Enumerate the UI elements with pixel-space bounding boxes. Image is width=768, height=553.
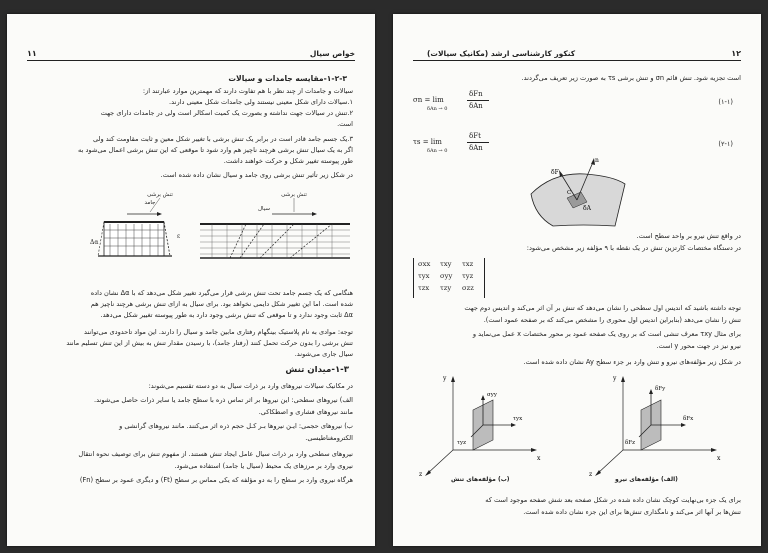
solid-block-drawing <box>98 212 172 256</box>
paragraph-line: ۲.تنش در سیالات جهت نداشته و بصورت یک کمیت اسکالر است ولی در جامدات دارای جهت <box>100 109 353 117</box>
components-figure <box>413 370 743 480</box>
note-line: توجه: موادی به نام پلاستیک بینگهام رفتاری مابین جامد و سیال را دارند. این مواد تاحدودی می‌توانند <box>84 328 353 336</box>
epsilon-label: ε <box>177 233 181 240</box>
matrix-cell: τyx <box>418 272 430 280</box>
eq2-lhs: τs = lim <box>413 138 442 146</box>
paragraph-line: نیرو نیز در جهت محور y است. <box>656 342 741 350</box>
paragraph-line: تنش را نشان می‌دهد (بنابراین اندیس اول محوری را مشخص می‌کند که بر صفحه عمود است). <box>483 316 741 324</box>
left-header-title: خواص سیال <box>309 49 355 58</box>
paragraph-line: برای مثال τxy معرف تنشی است که بر روی یک صفحه عمود بر محور مختصات x عمل می‌نماید و <box>472 330 741 338</box>
section2-heading: ۱-۳-میدان تنش <box>285 366 349 375</box>
matrix-cell: σxx <box>418 260 431 268</box>
eq2-fraction-bar <box>467 142 489 143</box>
left-page <box>7 14 375 546</box>
shear-stress-label-fluid: تنش برشی <box>281 192 307 198</box>
left-page-number: ۱۱ <box>27 49 37 58</box>
axis-y-label-2: y <box>613 375 617 382</box>
eq1-number: (۱-۱) <box>718 98 733 106</box>
paragraph-line: ب) نیروهای حجمی: ایـن نیروها بـر کـل حجم ذره اثر می‌کنند. مانند نیروهای گرانشی و <box>119 422 353 430</box>
caption-force: (الف) مؤلفه‌های نیرو <box>615 476 678 483</box>
surface-element-figure <box>523 154 633 234</box>
left-page-header <box>27 44 355 61</box>
delta-f-label: δF <box>551 169 559 176</box>
paragraph-line: هنگامی که یک جسم جامد تحت تنش برشی قرار می‌گیرد تغییر شکل می‌دهد که با Δα نشان داده <box>90 289 353 297</box>
right-header-title: کنکور کارشناسی ارشد (مکانیک سیالات) <box>427 49 576 58</box>
force-components-diagram <box>589 375 721 478</box>
matrix-cell: τxz <box>462 260 474 268</box>
paragraph-line: طور پیوسته تغییر شکل و حرکت خواهند داشت. <box>223 157 353 165</box>
paragraph-line: هرگاه نیروی وارد بر سطح را به دو مؤلفه که یکی مماس بر سطح (Ft) و دیگری عمود بر سطح (Fn) <box>79 476 353 484</box>
eq2-number: (۲-۱) <box>718 140 733 148</box>
right-page <box>393 14 761 546</box>
caption-stress: (ب) مؤلفه‌های تنش <box>451 476 510 483</box>
eq1-subscript: δAn → 0 <box>427 106 448 112</box>
shear-stress-label-solid: تنش برشی <box>147 192 173 198</box>
paragraph-line: ۱.سیالات دارای شکل معینی نیستند ولی جامدات شکل معینی دارند. <box>169 98 353 106</box>
axis-z-label: z <box>419 471 423 478</box>
matrix-cell: τzx <box>418 284 430 292</box>
matrix-cell: τxy <box>440 260 452 268</box>
delta-a-label: δA <box>583 205 591 212</box>
paragraph-line: اگر به یک سیال تنش برشی هرچند ناچیز هم وارد شود تا موقعی که این تنش برشی اعمال می‌شود به <box>78 146 353 154</box>
stress-label: σyy <box>487 392 497 398</box>
paragraph-line: است. <box>337 120 353 128</box>
eq1-fraction-bar <box>467 100 489 101</box>
normal-n-label: n <box>595 157 599 164</box>
axis-x-label: x <box>537 455 541 462</box>
stress-matrix <box>413 258 485 298</box>
paragraph-line: نیروهای سطحی وارد بر ذرات سیال عامل ایجاد تنش هستند. از مفهوم تنش برای توصیف نحوه انتقال <box>78 450 353 458</box>
paragraph-line: در واقع تنش نیرو بر واحد سطح است. <box>636 232 741 240</box>
delta-alpha-label: Δα <box>90 239 99 246</box>
paragraph-line: الف) نیروهای سطحی: این نیروها بر اثر تماس ذره با سطح جامد یا سایر ذرات حاصل می‌شوند. <box>93 396 353 404</box>
paragraph-line: در دستگاه مختصات کارتزین تنش در یک نقطه با ۹ مؤلفه زیر مشخص می‌شود: <box>526 244 741 252</box>
right-page-number: ۱۲ <box>731 49 741 58</box>
fluid-drawing <box>200 212 350 258</box>
solid-label: جامد <box>144 200 156 206</box>
matrix-cell: σyy <box>440 272 453 280</box>
paragraph-line: ۳.یک جسم جامد قادر است در برابر یک تنش برشی با تغییر شکل معین و ثابت مقاومت کند ولی <box>92 135 353 143</box>
point-c-label: C <box>567 190 572 196</box>
matrix-cell: τzy <box>440 284 452 292</box>
paragraph-line: تنش‌ها بر آنها اثر می‌کند و نامگذاری تنش‌ها برای این جزء نشان داده شده است. <box>523 508 741 516</box>
intro-line: است تجزیه شود. تنش قائم σn و تنش برشی τs به صورت زیر تعریف می‌گردند. <box>521 74 741 82</box>
eq1-lhs: σn = lim <box>413 96 444 104</box>
axis-z-label-2: z <box>589 471 593 478</box>
paragraph-line: مانند نیروهای فشاری و اصطکاکی. <box>258 408 353 416</box>
paragraph-line: توجه داشته باشید که اندیس اول سطحی را نشان می‌دهد که تنش بر آن اثر می‌کند و اندیس دوم جهت <box>464 304 741 312</box>
stress-components-diagram <box>419 375 541 478</box>
eq2-numerator: δFt <box>469 132 481 140</box>
force-label: δFy <box>655 386 666 392</box>
paragraph-line: شده است. اما این تغییر شکل دایمی نخواهد بود. برای سیال به ازای تنش برشی هرچند ناچیز هم <box>90 300 353 308</box>
matrix-cell: τyz <box>462 272 474 280</box>
section-heading: ۱-۲-۳-مقایسه جامدات و سیالات <box>228 74 347 83</box>
axis-y-label: y <box>443 375 447 382</box>
stress-label: τyx <box>513 416 523 422</box>
force-label: δFz <box>625 440 636 446</box>
force-label: δFx <box>683 416 694 422</box>
axis-x-label-2: x <box>717 455 721 462</box>
note-line: سیال جاری می‌شوند. <box>294 350 353 358</box>
paragraph-line: در شکل زیر مؤلفه‌های نیرو و تنش وارد بر جزء سطح Ay نشان داده شده است. <box>523 358 741 366</box>
paragraph-line: الکترومغناطیسی. <box>305 434 353 442</box>
paragraph-line: Δα ثابت وجود ندارد و تا موقعی که تنش برشی وجود دارد به طور پیوسته تغییر شکل می‌دهد. <box>100 311 353 319</box>
matrix-cell: σzz <box>462 284 474 292</box>
fluid-label: سیال <box>258 206 270 212</box>
eq1-numerator: δFn <box>469 90 483 98</box>
eq1-denominator: δAn <box>469 102 483 110</box>
stress-label: τyz <box>457 440 467 446</box>
eq2-subscript: δAn → 0 <box>427 148 448 154</box>
paragraph-line: سیالات و جامدات از چند نظر با هم تفاوت دارند که مهمترین موارد عبارتند از: <box>142 87 353 95</box>
shear-stress-figure <box>32 184 352 264</box>
paragraph-line: برای یک جزء بی‌نهایت کوچک نشان داده شده در شکل صفحه بعد شش صفحه موجود است که <box>485 496 741 504</box>
paragraph-line: در شکل زیر تأثیر تنش برشی روی جامد و سیال نشان داده شده است. <box>160 171 353 179</box>
paragraph-line: در مکانیک سیالات نیروهای وارد بر ذرات سیال به دو دسته تقسیم می‌شوند: <box>148 382 353 390</box>
right-page-header <box>413 44 741 61</box>
paragraph-line: نیروی وارد بر مرزهای یک محیط (سیال یا جامد) استفاده می‌شود. <box>174 462 353 470</box>
note-line: تنش برشی را بدون حرکت تحمل کنند (رفتار جامد)، با رسیدن مقدار تنش به بیش از این تنش تسلیم مانند <box>66 339 353 347</box>
eq2-denominator: δAn <box>469 144 483 152</box>
